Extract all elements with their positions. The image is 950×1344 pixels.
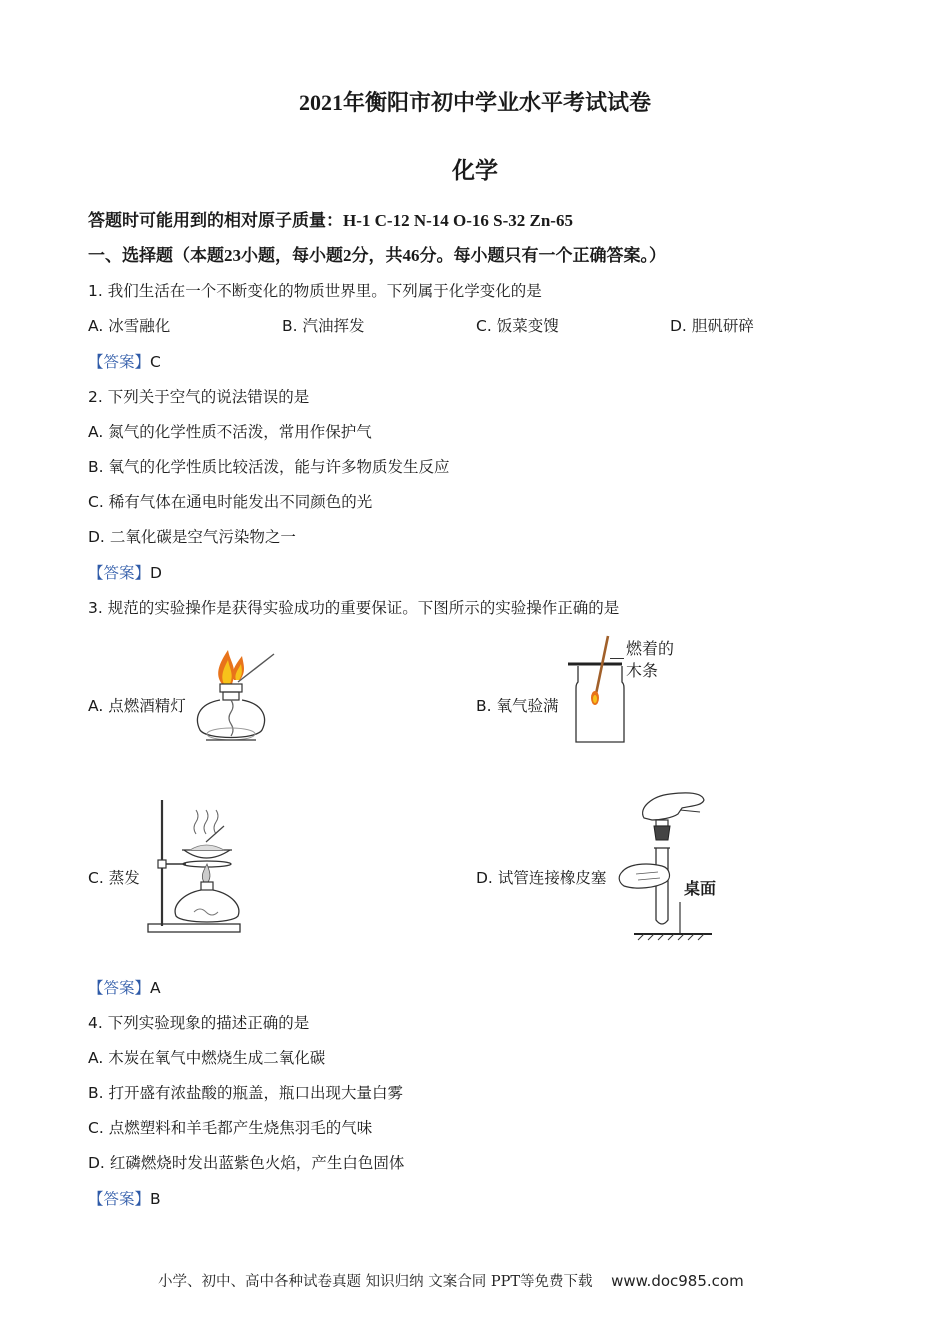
option-letter: B.: [282, 317, 298, 335]
evaporation-figure: [146, 796, 244, 936]
question-number: 2.: [88, 388, 103, 406]
q4-answer: [88, 1187, 161, 1209]
footer-text: 小学、初中、高中各种试卷真题 知识归纳 文案合同 PPT等免费下载: [158, 1274, 593, 1290]
question-3: [88, 596, 619, 618]
q2-answer: [88, 561, 162, 583]
subject-title: 化学: [452, 158, 498, 183]
q4-option-b: [88, 1081, 403, 1103]
q3-option-d: [476, 866, 606, 888]
option-letter: C.: [88, 869, 104, 887]
option-text: 氧气的化学性质比较活泼，能与许多物质发生反应: [108, 458, 450, 476]
question-text: 下列实验现象的描述正确的是: [107, 1014, 310, 1032]
option-letter: C.: [88, 1119, 104, 1137]
question-number: 1.: [88, 282, 103, 300]
option-letter: B.: [476, 697, 492, 715]
option-letter: D.: [476, 869, 493, 887]
question-number: 4.: [88, 1014, 103, 1032]
exam-title: 2021年衡阳市初中学业水平考试试卷: [298, 90, 651, 115]
answer-tag: 【答案】: [88, 564, 151, 582]
option-letter: A.: [88, 317, 104, 335]
option-text: 冰雪融化: [108, 317, 171, 335]
option-text: 打开盛有浓盐酸的瓶盖，瓶口出现大量白雾: [108, 1084, 404, 1102]
q3-answer: [88, 976, 161, 998]
question-4: [88, 1011, 309, 1033]
answer-value: B: [150, 1190, 161, 1208]
option-text: 二氧化碳是空气污染物之一: [109, 528, 296, 546]
option-text: 稀有气体在通电时能发出不同颜色的光: [108, 493, 373, 511]
question-1: [88, 279, 542, 301]
label-leader-line: [610, 658, 624, 659]
q3-option-b: [476, 694, 559, 716]
option-letter: C.: [88, 493, 104, 511]
answer-value: D: [150, 564, 162, 582]
option-letter: A.: [88, 423, 104, 441]
q2-option-d: [88, 525, 296, 547]
answer-tag: 【答案】: [88, 1190, 151, 1208]
label-line: 木条: [626, 661, 659, 680]
test-tube-figure: [616, 788, 716, 942]
oxygen-test-figure: [566, 632, 628, 746]
section-heading: 一、选择题（本题23小题，每小题2分，共46分。每小题只有一个正确答案。）: [88, 246, 666, 265]
q4-option-a: [88, 1046, 325, 1068]
burning-stick-label: [626, 638, 674, 682]
q1-option-c: [476, 314, 559, 336]
footer: [158, 1270, 744, 1291]
q4-option-c: [88, 1116, 372, 1138]
atomic-masses: 答题时可能用到的相对原子质量：H-1 C-12 N-14 O-16 S-32 Zn-65: [88, 211, 573, 230]
option-letter: C.: [476, 317, 492, 335]
answer-value: C: [150, 353, 161, 371]
answer-tag: 【答案】: [88, 979, 151, 997]
option-text: 蒸发: [108, 869, 140, 887]
q2-option-b: [88, 455, 450, 477]
option-letter: B.: [88, 458, 104, 476]
question-text: 我们生活在一个不断变化的物质世界里。下列属于化学变化的是: [107, 282, 542, 300]
option-letter: A.: [88, 1049, 104, 1067]
option-text: 点燃酒精灯: [108, 697, 186, 715]
option-text: 红磷燃烧时发出蓝紫色火焰，产生白色固体: [109, 1154, 405, 1172]
question-number: 3.: [88, 599, 103, 617]
q1-option-d: [670, 314, 754, 336]
option-text: 氧气验满: [496, 697, 559, 715]
option-text: 胆矾研碎: [691, 317, 754, 335]
question-text: 下列关于空气的说法错误的是: [107, 388, 310, 406]
q3-option-a: [88, 694, 186, 716]
q1-option-b: [282, 314, 365, 336]
option-text: 汽油挥发: [302, 317, 365, 335]
option-letter: D.: [670, 317, 687, 335]
question-text: 规范的实验操作是获得实验成功的重要保证。下图所示的实验操作正确的是: [107, 599, 620, 617]
q2-option-a: [88, 420, 372, 442]
option-text: 木炭在氧气中燃烧生成二氧化碳: [108, 1049, 326, 1067]
option-text: 氮气的化学性质不活泼，常用作保护气: [108, 423, 372, 441]
option-text: 点燃塑料和羊毛都产生烧焦羽毛的气味: [108, 1119, 373, 1137]
answer-tag: 【答案】: [88, 353, 151, 371]
option-letter: B.: [88, 1084, 104, 1102]
answer-value: A: [150, 979, 161, 997]
option-letter: D.: [88, 1154, 105, 1172]
q4-option-d: [88, 1151, 404, 1173]
table-label: 桌面: [684, 879, 717, 898]
q1-option-a: [88, 314, 170, 336]
option-text: 试管连接橡皮塞: [497, 869, 607, 887]
option-letter: A.: [88, 697, 104, 715]
q2-option-c: [88, 490, 372, 512]
q1-answer: [88, 350, 161, 372]
alcohol-lamp-figure: [192, 644, 278, 746]
q3-option-c: [88, 866, 140, 888]
question-2: [88, 385, 309, 407]
footer-link[interactable]: www.doc985.com: [611, 1272, 744, 1290]
option-letter: D.: [88, 528, 105, 546]
label-line: 燃着的: [626, 639, 675, 658]
option-text: 饭菜变馊: [496, 317, 559, 335]
